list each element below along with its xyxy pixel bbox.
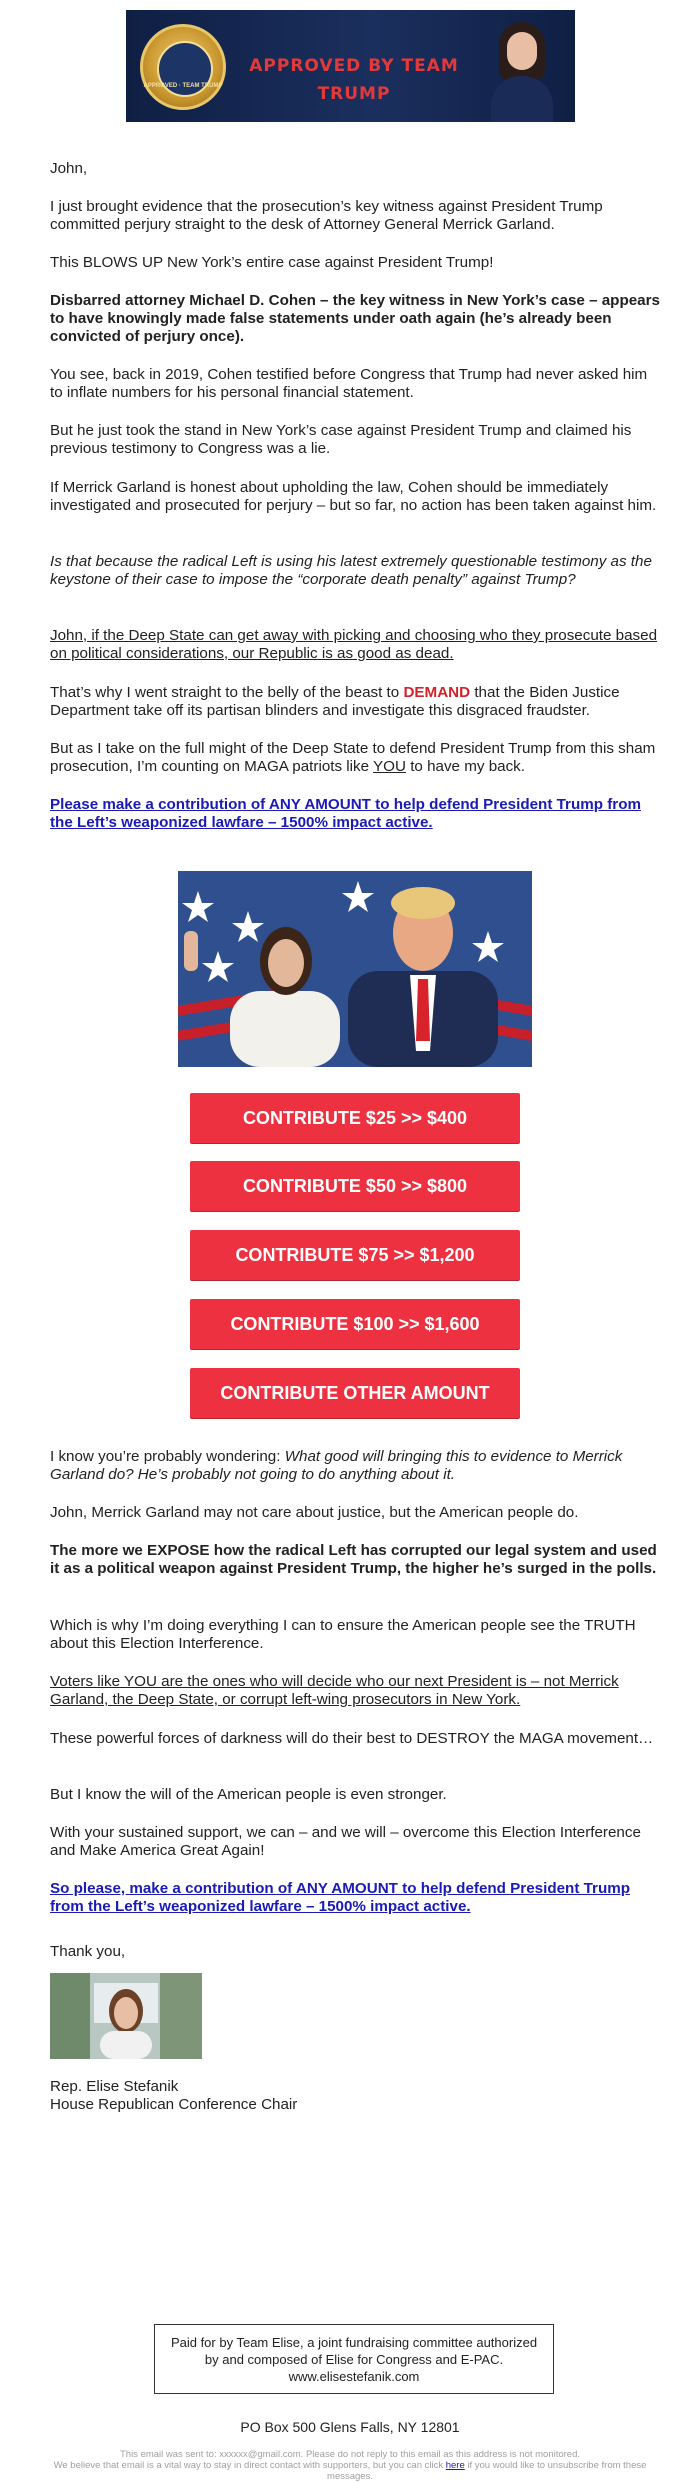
mailing-address: PO Box 500 Glens Falls, NY 12801 (240, 2419, 460, 2435)
paragraph-7-italic: Is that because the radical Left is using his latest extremely questionable testimony as the keystone of their case to impose the “corporate death penalty” against Trump? (50, 553, 652, 588)
paragraph-6: If Merrick Garland is honest about upholding the law, Cohen should be immediately investigated and prosecuted for perjury – but so far, no action has been taken against him. (50, 479, 657, 514)
paragraph-16: These powerful forces of darkness will do their best to DESTROY the MAGA movement… (50, 1730, 654, 1747)
unsubscribe-link[interactable]: here (445, 2460, 465, 2471)
signature-name: Rep. Elise Stefanik (50, 2078, 179, 2095)
paragraph-18: With your sustained support, we can – and we will – overcome this Election Interference and Make America Great Again! (50, 1824, 641, 1859)
paragraph-4: You see, back in 2019, Cohen testified before Congress that Trump had never asked him to inflate numbers for his personal financial statement. (50, 366, 648, 401)
contribute-25-button[interactable]: CONTRIBUTE $25 >> $400 (190, 1093, 520, 1143)
unsubscribe-notice: We believe that email is a vital way to stay in direct contact with supporters, but you can click here if you would like to unsubscribe from these messages. (53, 2460, 647, 2482)
banner-headline: APPROVED BY TEAM TRUMP (249, 56, 459, 104)
paragraph-12: John, Merrick Garland may not care about justice, but the American people do. (50, 1504, 579, 1521)
contribute-50-button[interactable]: CONTRIBUTE $50 >> $800 (190, 1161, 520, 1211)
stefanik-trump-photo (178, 871, 532, 1067)
signature-title: House Republican Conference Chair (50, 2096, 298, 2113)
seal-text: APPROVED · TEAM TRUMP (143, 83, 223, 89)
paragraph-1: I just brought evidence that the prosecution’s key witness against President Trump committed perjury straight to the desk of Attorney General Merrick Garland. (50, 198, 603, 233)
wondering-italic: What good will bringing this to evidence to Merrick Garland do? He’s probably not going to do anything about it. (50, 1448, 623, 1483)
paragraph-9: That’s why I went straight to the belly of the beast to DEMAND that the Biden Justice Department take off its partisan blinders and investigate this disgraced fraudster. (50, 684, 620, 719)
header-portrait-image (487, 18, 557, 122)
donate-link-2[interactable]: So please, make a contribution of ANY AMOUNT to help defend President Trump from the Left’s weaponized lawfare – 1500% impact active. (50, 1880, 631, 1915)
paragraph-13-bold: The more we EXPOSE how the radical Left has corrupted our legal system and used it as a political weapon against President Trump, the higher he’s surged in the polls. (50, 1542, 657, 1577)
header-banner (126, 10, 575, 122)
donate-link-1-wrap (50, 796, 660, 832)
paragraph-17: But I know the will of the American people is even stronger. (50, 1786, 447, 1803)
paragraph-3-bold: Disbarred attorney Michael D. Cohen – the key witness in New York’s case – appears to have knowingly made false statements under oath again (he’s already been convicted of perjury once). (50, 292, 660, 345)
contribute-other-button[interactable]: CONTRIBUTE OTHER AMOUNT (190, 1368, 520, 1418)
contribute-75-button[interactable]: CONTRIBUTE $75 >> $1,200 (190, 1230, 520, 1280)
paragraph-14: Which is why I’m doing everything I can to ensure the American people see the TRUTH about this Election Interference. (50, 1617, 636, 1652)
paragraph-10: But as I take on the full might of the Deep State to defend President Trump from this sham prosecution, I’m counting on MAGA patriots like YOU to have my back. (50, 740, 656, 775)
sent-to-notice: This email was sent to: xxxxxx@gmail.com. Please do not reply to this email as this address is not monitored. (119, 2449, 581, 2460)
donate-link-2-wrap (50, 1880, 660, 1916)
demand-emphasis: DEMAND (403, 684, 471, 701)
signoff: Thank you, (50, 1943, 126, 1960)
paragraph-5: But he just took the stand in New York’s case against President Trump and claimed his previous testimony to Congress was a lie. (50, 422, 632, 457)
signature-portrait-photo (50, 1973, 202, 2059)
fine-print (40, 2449, 660, 2482)
paragraph-2: This BLOWS UP New York’s entire case against President Trump! (50, 254, 494, 271)
paragraph-11: I know you’re probably wondering: What good will bringing this to evidence to Merrick Garland do? He’s probably not going to do anything about it. (50, 1448, 623, 1483)
greeting: John, (50, 160, 88, 177)
donate-link-1[interactable]: Please make a contribution of ANY AMOUNT to help defend President Trump from the Left’s weaponized lawfare – 1500% impact active. (50, 796, 641, 831)
contribute-100-button[interactable]: CONTRIBUTE $100 >> $1,600 (190, 1299, 520, 1349)
you-emphasis: YOU (373, 758, 406, 775)
paragraph-15-underlined: Voters like YOU are the ones who will decide who our next President is – not Merrick Garland, the Deep State, or corrupt left-wing prosecutors in New York. (50, 1673, 619, 1708)
paragraph-8-underlined: John, if the Deep State can get away with picking and choosing who they prosecute based on political considerations, our Republic is as good as dead. (50, 627, 658, 662)
team-trump-seal-logo (140, 24, 226, 110)
paid-for-disclaimer: Paid for by Team Elise, a joint fundraising committee authorized by and composed of Elise for Congress and E-PAC. www.elisestefanik.com (154, 2324, 554, 2394)
